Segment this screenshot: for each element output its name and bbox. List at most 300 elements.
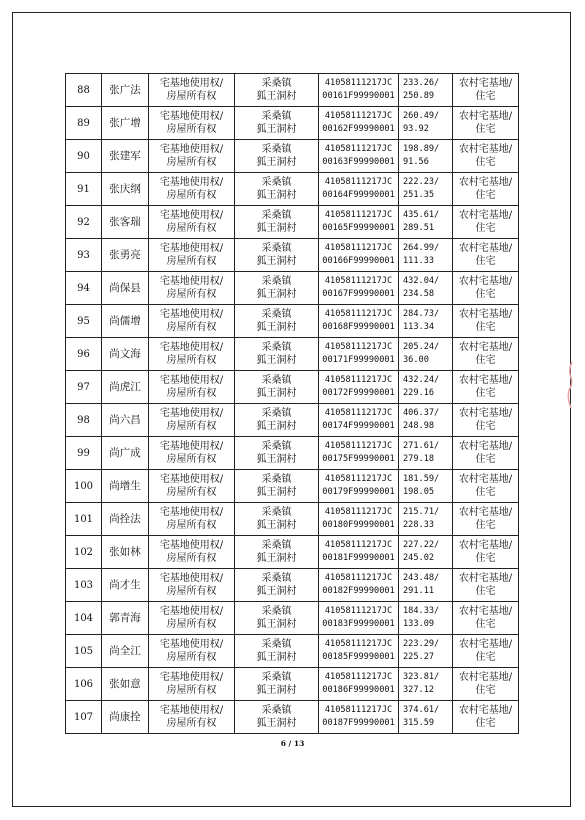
area-line: 111.33 [403, 256, 435, 266]
land-use-cell [453, 404, 519, 437]
area-cell [399, 437, 453, 470]
area-line: 181.59/ [403, 474, 440, 484]
owner-name-cell: 尚广成 [102, 437, 149, 470]
land-use-cell [453, 107, 519, 140]
right-type-line: 宅基地使用权/ [159, 375, 224, 386]
land-use-cell [453, 371, 519, 404]
table-row [66, 140, 519, 173]
owner-name-cell: 张如林 [102, 536, 149, 569]
land-use-cell [453, 536, 519, 569]
land-use-line: 农村宅基地/ [458, 408, 513, 419]
right-type-line: 房屋所有权 [166, 124, 217, 135]
land-use-line: 农村宅基地/ [458, 111, 513, 122]
area-cell [399, 305, 453, 338]
area-line: 251.35 [403, 190, 435, 200]
owner-name-cell: 尚保县 [102, 272, 149, 305]
parcel-code-line: 41058111217JC [324, 573, 393, 583]
area-line: 133.09 [403, 619, 435, 629]
row-number-cell: 105 [66, 635, 102, 668]
parcel-code-cell [319, 107, 399, 140]
right-type-line: 房屋所有权 [166, 553, 217, 564]
parcel-code-cell [319, 338, 399, 371]
parcel-code-cell [319, 437, 399, 470]
right-type-line: 房屋所有权 [166, 619, 217, 630]
parcel-code-line: 00163F99990001 [322, 157, 395, 167]
area-line: 243.48/ [403, 573, 440, 583]
location-cell [235, 569, 319, 602]
table-row [66, 569, 519, 602]
right-type-line: 房屋所有权 [166, 685, 217, 696]
area-line: 198.89/ [403, 144, 440, 154]
right-type-line: 宅基地使用权/ [159, 507, 224, 518]
row-number-cell: 93 [66, 239, 102, 272]
location-line: 采桑镇 [261, 177, 292, 188]
land-use-line: 住宅 [475, 322, 496, 333]
land-use-line: 住宅 [475, 355, 496, 366]
area-cell [399, 371, 453, 404]
right-type-line: 宅基地使用权/ [159, 408, 224, 419]
location-line: 采桑镇 [261, 78, 292, 89]
table-row [66, 470, 519, 503]
land-use-cell [453, 437, 519, 470]
location-line: 采桑镇 [261, 111, 292, 122]
location-cell [235, 536, 319, 569]
location-line: 狐王洞村 [256, 652, 297, 663]
area-line: 374.61/ [403, 705, 440, 715]
land-use-line: 住宅 [475, 718, 496, 729]
land-use-line: 住宅 [475, 223, 496, 234]
location-cell [235, 371, 319, 404]
location-line: 狐王洞村 [256, 718, 297, 729]
land-use-cell [453, 140, 519, 173]
right-type-line: 房屋所有权 [166, 388, 217, 399]
owner-name-cell: 尚才生 [102, 569, 149, 602]
area-cell [399, 239, 453, 272]
table-row [66, 503, 519, 536]
area-cell [399, 107, 453, 140]
right-type-line: 宅基地使用权/ [159, 78, 224, 89]
parcel-code-cell [319, 668, 399, 701]
location-cell [235, 470, 319, 503]
right-type-line: 宅基地使用权/ [159, 144, 224, 155]
right-type-cell [149, 140, 235, 173]
owner-name-cell: 尚全江 [102, 635, 149, 668]
parcel-code-line: 00187F99990001 [322, 718, 395, 728]
row-number-cell: 97 [66, 371, 102, 404]
parcel-code-line: 41058111217JC [324, 474, 393, 484]
land-use-line: 住宅 [475, 256, 496, 267]
parcel-code-cell [319, 371, 399, 404]
right-type-cell [149, 635, 235, 668]
parcel-code-line: 00172F99990001 [322, 388, 395, 398]
land-use-line: 农村宅基地/ [458, 573, 513, 584]
land-use-line: 住宅 [475, 520, 496, 531]
parcel-code-line: 41058111217JC [324, 639, 393, 649]
parcel-code-line: 41058111217JC [324, 540, 393, 550]
area-line: 228.33 [403, 520, 435, 530]
right-type-cell [149, 173, 235, 206]
land-use-line: 农村宅基地/ [458, 342, 513, 353]
parcel-code-line: 41058111217JC [324, 606, 393, 616]
right-type-line: 房屋所有权 [166, 454, 217, 465]
location-line: 狐王洞村 [256, 520, 297, 531]
owner-name-cell: 张客瑞 [102, 206, 149, 239]
area-line: 260.49/ [403, 111, 440, 121]
location-line: 采桑镇 [261, 309, 292, 320]
area-line: 250.89 [403, 91, 435, 101]
area-line: 289.51 [403, 223, 435, 233]
parcel-code-line: 00185F99990001 [322, 652, 395, 662]
row-number-cell: 100 [66, 470, 102, 503]
land-use-line: 农村宅基地/ [458, 474, 513, 485]
location-cell [235, 305, 319, 338]
parcel-code-line: 41058111217JC [324, 144, 393, 154]
right-type-line: 房屋所有权 [166, 586, 217, 597]
land-use-line: 农村宅基地/ [458, 309, 513, 320]
land-use-line: 住宅 [475, 652, 496, 663]
parcel-code-line: 41058111217JC [324, 375, 393, 385]
owner-name-cell: 张如意 [102, 668, 149, 701]
location-line: 狐王洞村 [256, 487, 297, 498]
owner-name-cell: 张勇亮 [102, 239, 149, 272]
right-type-cell [149, 107, 235, 140]
land-use-line: 农村宅基地/ [458, 177, 513, 188]
right-type-line: 房屋所有权 [166, 190, 217, 201]
row-number-cell: 90 [66, 140, 102, 173]
land-use-cell [453, 701, 519, 734]
right-type-line: 宅基地使用权/ [159, 111, 224, 122]
row-number-cell: 91 [66, 173, 102, 206]
row-number-cell: 102 [66, 536, 102, 569]
right-type-line: 宅基地使用权/ [159, 540, 224, 551]
right-type-cell [149, 437, 235, 470]
table-row [66, 272, 519, 305]
row-number-cell: 88 [66, 74, 102, 107]
right-type-cell [149, 239, 235, 272]
parcel-code-line: 41058111217JC [324, 210, 393, 220]
right-type-line: 房屋所有权 [166, 157, 217, 168]
parcel-code-cell [319, 701, 399, 734]
parcel-code-cell [319, 503, 399, 536]
location-line: 狐王洞村 [256, 289, 297, 300]
land-use-cell [453, 173, 519, 206]
location-cell [235, 74, 319, 107]
table-row [66, 239, 519, 272]
area-cell [399, 140, 453, 173]
right-type-line: 宅基地使用权/ [159, 705, 224, 716]
location-line: 采桑镇 [261, 441, 292, 452]
location-line: 采桑镇 [261, 672, 292, 683]
land-use-line: 住宅 [475, 388, 496, 399]
land-use-line: 农村宅基地/ [458, 606, 513, 617]
right-type-cell [149, 470, 235, 503]
area-line: 36.00 [403, 355, 429, 365]
table-row [66, 404, 519, 437]
land-use-line: 住宅 [475, 124, 496, 135]
right-type-line: 宅基地使用权/ [159, 177, 224, 188]
area-cell [399, 404, 453, 437]
location-line: 狐王洞村 [256, 124, 297, 135]
area-line: 113.34 [403, 322, 435, 332]
row-number-cell: 99 [66, 437, 102, 470]
parcel-code-cell [319, 239, 399, 272]
land-use-line: 农村宅基地/ [458, 276, 513, 287]
parcel-code-line: 00162F99990001 [322, 124, 395, 134]
parcel-code-cell [319, 635, 399, 668]
area-line: 227.22/ [403, 540, 440, 550]
right-type-line: 房屋所有权 [166, 520, 217, 531]
owner-name-cell: 尚文海 [102, 338, 149, 371]
location-line: 采桑镇 [261, 144, 292, 155]
area-line: 225.27 [403, 652, 435, 662]
area-cell [399, 668, 453, 701]
location-cell [235, 437, 319, 470]
right-type-cell [149, 602, 235, 635]
land-use-cell [453, 74, 519, 107]
right-type-line: 宅基地使用权/ [159, 342, 224, 353]
area-line: 184.33/ [403, 606, 440, 616]
right-type-line: 房屋所有权 [166, 91, 217, 102]
table-row [66, 74, 519, 107]
area-cell [399, 74, 453, 107]
parcel-code-line: 41058111217JC [324, 672, 393, 682]
land-use-cell [453, 470, 519, 503]
parcel-code-cell [319, 404, 399, 437]
location-line: 狐王洞村 [256, 322, 297, 333]
owner-name-cell: 张建军 [102, 140, 149, 173]
area-line: 279.18 [403, 454, 435, 464]
land-use-line: 农村宅基地/ [458, 705, 513, 716]
area-cell [399, 206, 453, 239]
location-line: 采桑镇 [261, 540, 292, 551]
area-line: 233.26/ [403, 78, 440, 88]
parcel-code-line: 41058111217JC [324, 78, 393, 88]
land-use-cell [453, 206, 519, 239]
location-cell [235, 107, 319, 140]
row-number-cell: 94 [66, 272, 102, 305]
parcel-code-line: 41058111217JC [324, 507, 393, 517]
area-line: 432.04/ [403, 276, 440, 286]
row-number-cell: 107 [66, 701, 102, 734]
land-use-line: 农村宅基地/ [458, 210, 513, 221]
location-cell [235, 239, 319, 272]
right-type-line: 房屋所有权 [166, 256, 217, 267]
parcel-code-line: 41058111217JC [324, 243, 393, 253]
right-type-line: 宅基地使用权/ [159, 441, 224, 452]
right-type-cell [149, 569, 235, 602]
parcel-code-line: 00186F99990001 [322, 685, 395, 695]
parcel-code-line: 00167F99990001 [322, 289, 395, 299]
location-line: 狐王洞村 [256, 91, 297, 102]
parcel-code-line: 00174F99990001 [322, 421, 395, 431]
owner-name-cell: 张庆纲 [102, 173, 149, 206]
land-use-line: 住宅 [475, 157, 496, 168]
location-line: 采桑镇 [261, 507, 292, 518]
seal-stamp-fragment [566, 360, 574, 410]
right-type-line: 房屋所有权 [166, 355, 217, 366]
land-use-line: 农村宅基地/ [458, 78, 513, 89]
land-use-line: 住宅 [475, 586, 496, 597]
location-cell [235, 338, 319, 371]
land-use-cell [453, 635, 519, 668]
location-cell [235, 635, 319, 668]
land-use-cell [453, 272, 519, 305]
parcel-code-cell [319, 569, 399, 602]
land-use-line: 住宅 [475, 421, 496, 432]
owner-name-cell: 尚增生 [102, 470, 149, 503]
land-use-line: 农村宅基地/ [458, 672, 513, 683]
table-row [66, 173, 519, 206]
right-type-line: 房屋所有权 [166, 652, 217, 663]
right-type-line: 房屋所有权 [166, 223, 217, 234]
right-type-cell [149, 74, 235, 107]
area-line: 406.37/ [403, 408, 440, 418]
location-cell [235, 404, 319, 437]
parcel-code-cell [319, 536, 399, 569]
area-line: 222.23/ [403, 177, 440, 187]
right-type-cell [149, 701, 235, 734]
land-use-line: 住宅 [475, 685, 496, 696]
right-type-line: 宅基地使用权/ [159, 309, 224, 320]
parcel-code-line: 00183F99990001 [322, 619, 395, 629]
area-cell [399, 701, 453, 734]
land-use-line: 住宅 [475, 91, 496, 102]
location-line: 采桑镇 [261, 342, 292, 353]
right-type-line: 宅基地使用权/ [159, 243, 224, 254]
right-type-line: 房屋所有权 [166, 289, 217, 300]
parcel-code-line: 00166F99990001 [322, 256, 395, 266]
owner-name-cell: 尚虎江 [102, 371, 149, 404]
table-row [66, 305, 519, 338]
area-line: 432.24/ [403, 375, 440, 385]
table-row [66, 602, 519, 635]
parcel-code-line: 00161F99990001 [322, 91, 395, 101]
area-line: 284.73/ [403, 309, 440, 319]
area-cell [399, 635, 453, 668]
area-line: 215.71/ [403, 507, 440, 517]
parcel-code-cell [319, 173, 399, 206]
right-type-cell [149, 338, 235, 371]
area-cell [399, 503, 453, 536]
area-cell [399, 272, 453, 305]
parcel-code-cell [319, 470, 399, 503]
parcel-code-line: 00168F99990001 [322, 322, 395, 332]
area-cell [399, 173, 453, 206]
land-use-cell [453, 668, 519, 701]
row-number-cell: 104 [66, 602, 102, 635]
area-line: 291.11 [403, 586, 435, 596]
parcel-code-line: 41058111217JC [324, 309, 393, 319]
parcel-code-line: 00181F99990001 [322, 553, 395, 563]
right-type-cell [149, 668, 235, 701]
area-line: 271.61/ [403, 441, 440, 451]
area-line: 264.99/ [403, 243, 440, 253]
land-use-line: 住宅 [475, 289, 496, 300]
location-line: 采桑镇 [261, 705, 292, 716]
row-number-cell: 103 [66, 569, 102, 602]
table-row [66, 206, 519, 239]
location-line: 狐王洞村 [256, 223, 297, 234]
row-number-cell: 101 [66, 503, 102, 536]
table-row [66, 701, 519, 734]
area-cell [399, 338, 453, 371]
right-type-line: 房屋所有权 [166, 718, 217, 729]
area-cell [399, 569, 453, 602]
owner-name-cell: 张广法 [102, 74, 149, 107]
table-row [66, 371, 519, 404]
land-use-cell [453, 503, 519, 536]
land-use-line: 住宅 [475, 619, 496, 630]
location-cell [235, 602, 319, 635]
right-type-cell [149, 503, 235, 536]
row-number-cell: 89 [66, 107, 102, 140]
parcel-code-cell [319, 140, 399, 173]
location-cell [235, 701, 319, 734]
table-row [66, 635, 519, 668]
row-number-cell: 92 [66, 206, 102, 239]
right-type-line: 宅基地使用权/ [159, 639, 224, 650]
area-line: 435.61/ [403, 210, 440, 220]
row-number-cell: 106 [66, 668, 102, 701]
owner-name-cell: 尚拴法 [102, 503, 149, 536]
parcel-code-line: 00179F99990001 [322, 487, 395, 497]
parcel-code-line: 41058111217JC [324, 441, 393, 451]
location-line: 狐王洞村 [256, 454, 297, 465]
right-type-cell [149, 371, 235, 404]
location-line: 狐王洞村 [256, 586, 297, 597]
land-use-line: 农村宅基地/ [458, 639, 513, 650]
land-use-cell [453, 305, 519, 338]
parcel-code-cell [319, 74, 399, 107]
location-line: 狐王洞村 [256, 388, 297, 399]
area-line: 323.81/ [403, 672, 440, 682]
parcel-code-line: 00180F99990001 [322, 520, 395, 530]
table-row [66, 338, 519, 371]
land-use-line: 住宅 [475, 553, 496, 564]
right-type-line: 宅基地使用权/ [159, 606, 224, 617]
parcel-code-line: 41058111217JC [324, 111, 393, 121]
land-use-line: 农村宅基地/ [458, 375, 513, 386]
location-cell [235, 503, 319, 536]
location-cell [235, 272, 319, 305]
right-type-line: 宅基地使用权/ [159, 573, 224, 584]
location-cell [235, 206, 319, 239]
right-type-cell [149, 536, 235, 569]
parcel-code-cell [319, 602, 399, 635]
location-line: 采桑镇 [261, 606, 292, 617]
location-line: 狐王洞村 [256, 685, 297, 696]
right-type-line: 房屋所有权 [166, 487, 217, 498]
area-line: 234.58 [403, 289, 435, 299]
area-line: 315.59 [403, 718, 435, 728]
land-use-cell [453, 338, 519, 371]
location-line: 狐王洞村 [256, 355, 297, 366]
area-line: 93.92 [403, 124, 429, 134]
area-line: 198.05 [403, 487, 435, 497]
parcel-code-line: 41058111217JC [324, 705, 393, 715]
parcel-code-line: 00164F99990001 [322, 190, 395, 200]
parcel-code-line: 00175F99990001 [322, 454, 395, 464]
land-use-line: 农村宅基地/ [458, 540, 513, 551]
area-line: 205.24/ [403, 342, 440, 352]
land-use-line: 农村宅基地/ [458, 441, 513, 452]
owner-name-cell: 尚康拴 [102, 701, 149, 734]
location-line: 狐王洞村 [256, 190, 297, 201]
location-cell [235, 140, 319, 173]
table-row [66, 536, 519, 569]
parcel-code-cell [319, 206, 399, 239]
row-number-cell: 95 [66, 305, 102, 338]
